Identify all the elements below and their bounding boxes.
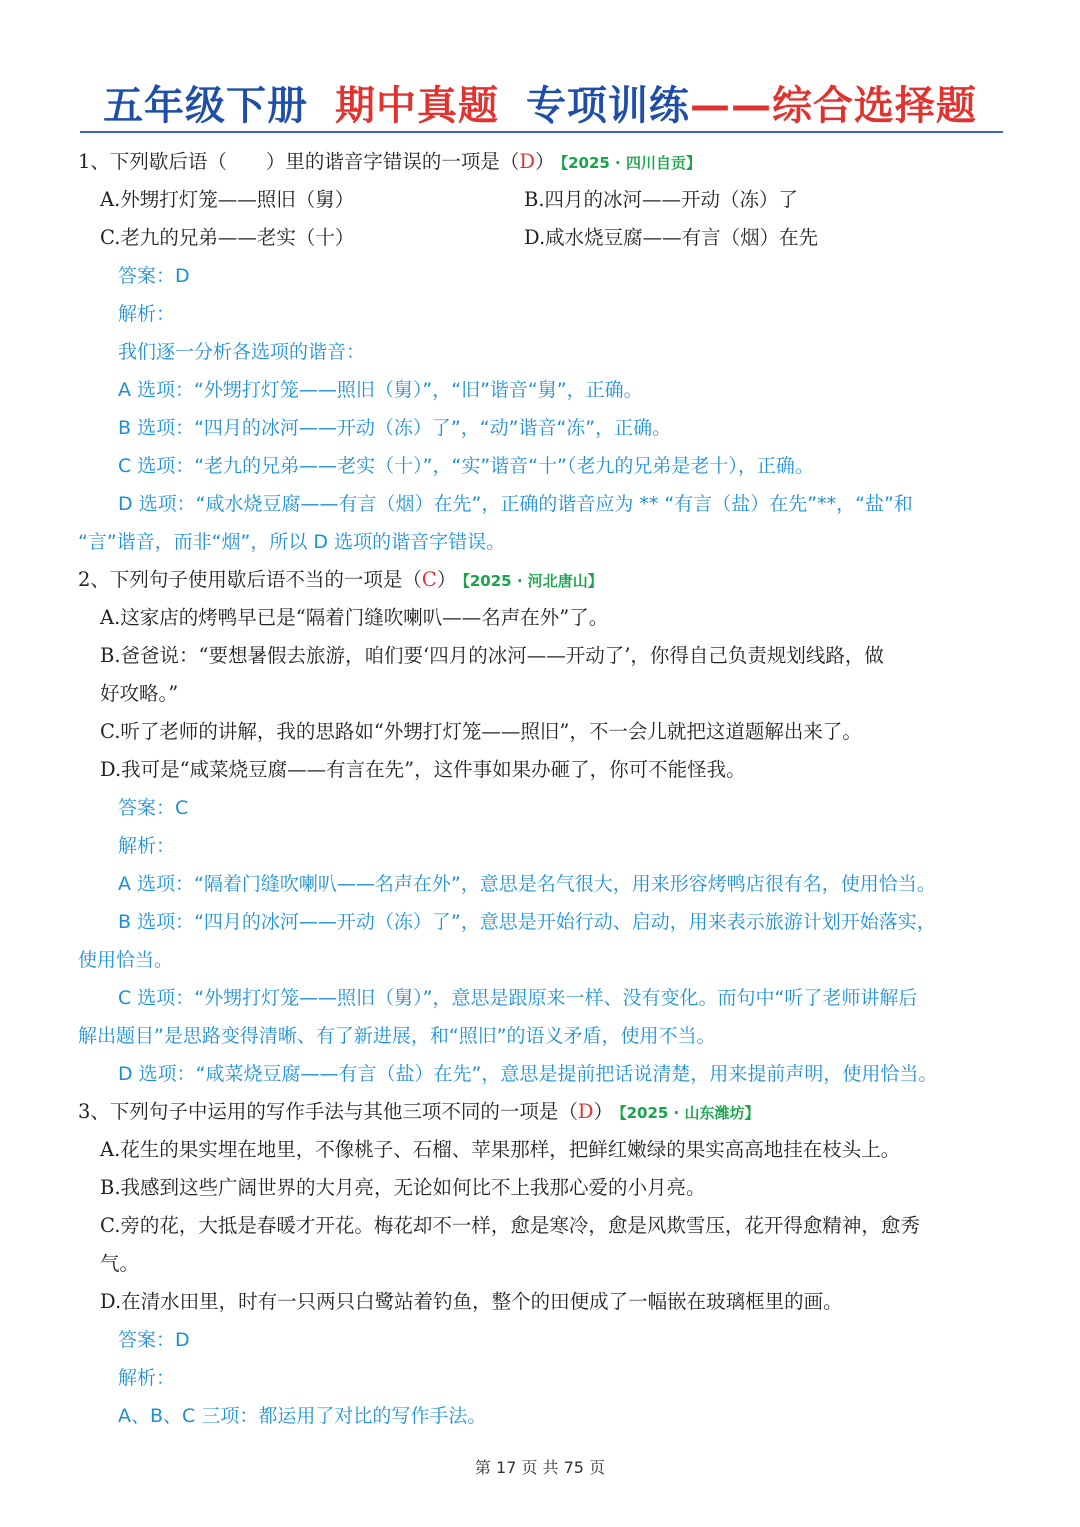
q2-option-b: B.爸爸说：“要想暑假去旅游，咱们要‘四月的冰河——开动了’，你得自己负责规划线路，做 <box>100 644 884 667</box>
q2-explanation-c-cont: 解出题目”是思路变得清晰、有了新进展，和“照旧”的语义矛盾，使用不当。 <box>78 1025 716 1047</box>
q2-explanation-b-cont: 使用恰当。 <box>78 949 174 971</box>
title-training: 专项训练 <box>525 83 690 129</box>
q2-analysis-label: 解析： <box>118 835 176 857</box>
q2-explanation-b: B 选项：“四月的冰河——开动（冻）了”，意思是开始行动、启动，用来表示旅游计划开始落实， <box>118 911 936 933</box>
q1-explanation-a: A 选项：“外甥打灯笼——照旧（舅）”，“旧”谐音“舅”，正确。 <box>118 379 643 401</box>
question-1-options-row-1 <box>78 181 1008 219</box>
q2-option-d: D.我可是“咸菜烧豆腐——有言在先”，这件事如果办砸了，你可不能怪我。 <box>100 758 746 781</box>
document-body <box>78 143 1008 1435</box>
q3-option-a: A.花生的果实埋在地里，不像桃子、石榴、苹果那样，把鲜红嫩绿的果实高高地挂在枝头上。 <box>100 1138 901 1161</box>
q1-explanation-d: D 选项：“咸水烧豆腐——有言（烟）在先”，正确的谐音应为 ** “有言（盐）在先”**，“盐”和 <box>118 493 913 515</box>
page-title <box>0 78 1080 134</box>
question-3-source: 【2025 · 山东潍坊】 <box>619 1104 760 1122</box>
q3-answer: 答案：D <box>118 1329 190 1351</box>
q2-explanation-d: D 选项：“咸菜烧豆腐——有言（盐）在先”，意思是提前把话说清楚，用来提前声明，使用恰当。 <box>118 1063 938 1085</box>
q3-option-d: D.在清水田里，时有一只两只白鹭站着钓鱼，整个的田便成了一幅嵌在玻璃框里的画。 <box>100 1290 843 1313</box>
title-topic: ——综合选择题 <box>689 83 977 129</box>
title-underline <box>80 131 1003 133</box>
question-1-stem: 1、下列歇后语（ ）里的谐音字错误的一项是（D） 【2025 · 四川自贡】 <box>78 150 701 173</box>
q1-option-a: A.外甥打灯笼——照旧（舅） <box>100 188 355 211</box>
q2-option-c: C.听了老师的讲解，我的思路如“外甥打灯笼——照旧”，不一会儿就把这道题解出来了。 <box>100 720 862 743</box>
q2-option-b-cont: 好攻略。” <box>100 682 179 705</box>
q3-option-c: C.旁的花，大抵是春暖才开花。梅花却不一样，愈是寒冷，愈是风欺雪压，花开得愈精神，愈秀 <box>100 1214 920 1237</box>
question-3-stem: 3、下列句子中运用的写作手法与其他三项不同的一项是（D） 【2025 · 山东潍坊】 <box>78 1100 760 1123</box>
title-exam: 期中真题 <box>335 83 499 129</box>
q1-option-d: D.咸水烧豆腐——有言（烟）在先 <box>524 226 819 249</box>
q2-option-a: A.这家店的烤鸭早已是“隔着门缝吹喇叭——名声在外”了。 <box>100 606 609 629</box>
q2-explanation-c: C 选项：“外甥打灯笼——照旧（舅）”，意思是跟原来一样、没有变化。而句中“听了老师讲解后 <box>118 987 918 1009</box>
q1-analysis-label: 解析： <box>118 303 176 325</box>
q3-option-b: B.我感到这些广阔世界的大月亮，无论如何比不上我那心爱的小月亮。 <box>100 1176 706 1199</box>
question-1-answer-letter: D <box>519 150 536 173</box>
question-2-stem: 2、下列句子使用歇后语不当的一项是（C） 【2025 · 河北唐山】 <box>78 568 603 591</box>
title-grade: 五年级下册 <box>103 83 309 129</box>
q1-answer: 答案：D <box>118 265 190 287</box>
q3-analysis-label: 解析： <box>118 1367 176 1389</box>
question-1-options-row-2 <box>78 219 1008 257</box>
q1-option-b: B.四月的冰河——开动（冻）了 <box>524 188 799 211</box>
q1-explanation-c: C 选项：“老九的兄弟——老实（十）”，“实”谐音“十”（老九的兄弟是老十），正确。 <box>118 455 814 477</box>
question-2-answer-letter: C <box>421 568 437 591</box>
q3-explanation-abc: A、B、C 三项：都运用了对比的写作手法。 <box>118 1405 487 1427</box>
question-2-source: 【2025 · 河北唐山】 <box>462 572 603 590</box>
page-number: 第 17 页 共 75 页 <box>474 1458 606 1477</box>
q1-option-c: C.老九的兄弟——老实（十） <box>100 226 355 249</box>
question-1-source: 【2025 · 四川自贡】 <box>560 154 701 172</box>
q2-answer: 答案：C <box>118 797 189 819</box>
q3-option-c-cont: 气。 <box>100 1252 140 1275</box>
q2-explanation-a: A 选项：“隔着门缝吹喇叭——名声在外”，意思是名气很大，用来形容烤鸭店很有名，使用恰当。 <box>118 873 936 895</box>
q1-explanation-b: B 选项：“四月的冰河——开动（冻）了”，“动”谐音“冻”，正确。 <box>118 417 672 439</box>
question-3-answer-letter: D <box>577 1100 594 1123</box>
q1-explanation-d-cont: “言”谐音，而非“烟”，所以 D 选项的谐音字错误。 <box>78 531 506 553</box>
q1-explanation-intro: 我们逐一分析各选项的谐音： <box>118 341 366 363</box>
